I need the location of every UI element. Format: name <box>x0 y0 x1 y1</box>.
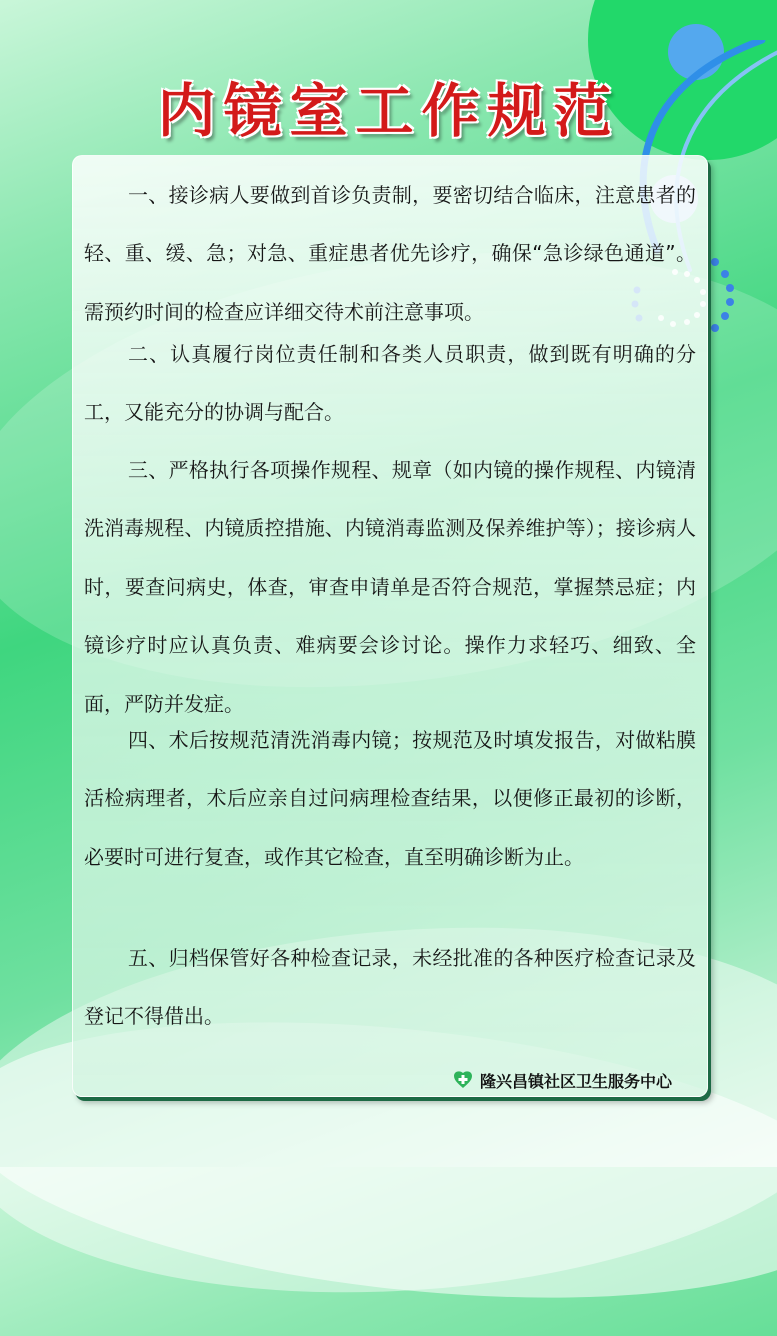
footer <box>452 1069 672 1091</box>
page-title: 内镜室工作规范 <box>157 77 620 145</box>
health-center-logo-icon <box>452 1070 474 1090</box>
rule-paragraph-4: 四、术后按规范清洗消毒内镜；按规范及时填发报告，对做粘膜活检病理者，术后应亲自过问病理检查结果，以便修正最初的诊断，必要时可进行复查，或作其它检查，直至明确诊断为止。 <box>84 728 696 869</box>
rule-paragraph-1: 一、接诊病人要做到首诊负责制，要密切结合临床，注意患者的轻、重、缓、急；对急、重症患者优先诊疗，确保“急诊绿色通道”。需预约时间的检查应详细交待术前注意事项。 <box>84 183 696 324</box>
organization-name: 隆兴昌镇社区卫生服务中心 <box>480 1071 673 1091</box>
rule-paragraph-2: 二、认真履行岗位责任制和各类人员职责，做到既有明确的分工，又能充分的协调与配合。 <box>84 342 696 425</box>
rule-paragraph-5: 五、归档保管好各种检查记录，未经批准的各种医疗检查记录及登记不得借出。 <box>84 946 696 1029</box>
rule-paragraph-3: 三、严格执行各项操作规程、规章（如内镜的操作规程、内镜清洗消毒规程、内镜质控措施、内镜消毒监测及保养维护等）；接诊病人时，要查问病史，体查，审查申请单是否符合规范，掌握禁忌症；内镜诊疗时应认真负责、难病要会诊讨论。操作力求轻巧、细致、全面，严防并发症。 <box>84 458 696 716</box>
